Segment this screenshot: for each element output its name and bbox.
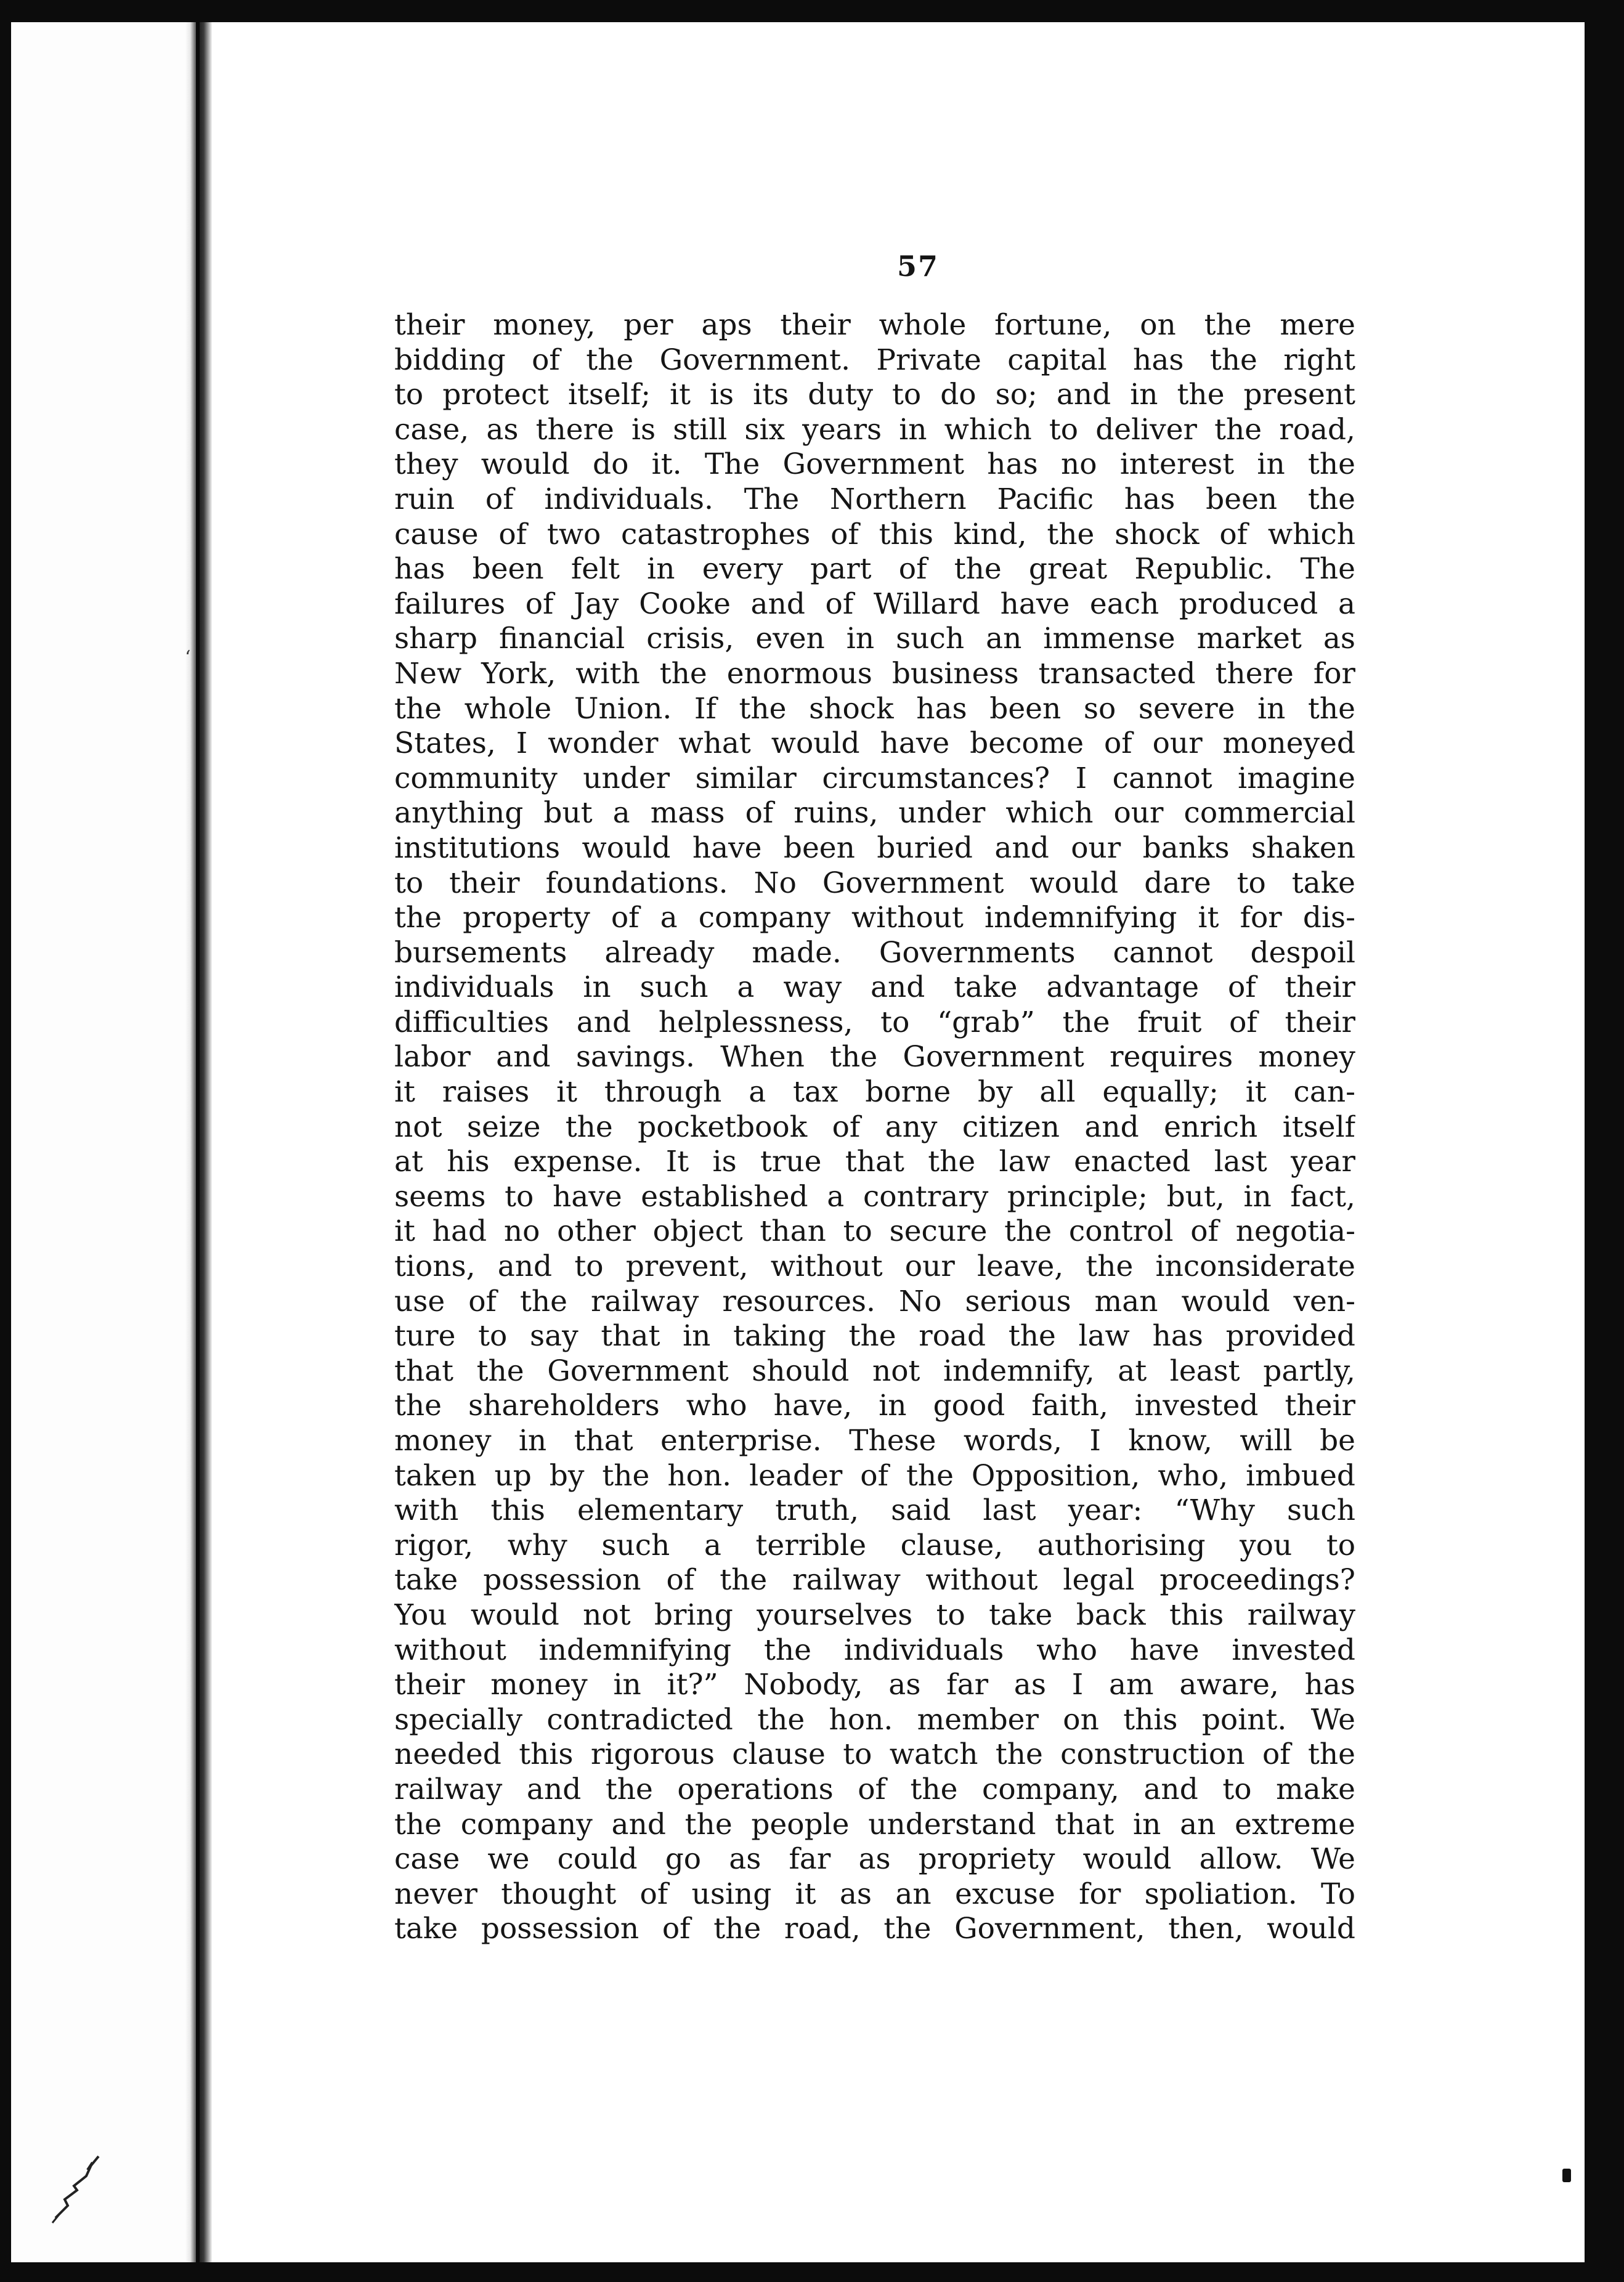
page-number: 57 xyxy=(896,250,939,283)
text-line: with this elementary truth, said last year: “Why such xyxy=(394,1493,1355,1528)
text-line: take possession of the road, the Government, then, would xyxy=(394,1912,1355,1946)
text-line: to protect itself; it is its duty to do so; and in the present xyxy=(394,378,1355,412)
body-text xyxy=(394,308,1355,1947)
text-line: railway and the operations of the company, and to make xyxy=(394,1772,1355,1806)
scan-border-left xyxy=(0,0,11,2282)
text-line: tions, and to prevent, without our leave, the inconsiderate xyxy=(394,1249,1355,1284)
text-line: You would not bring yourselves to take back this railway xyxy=(394,1598,1355,1632)
text-line: at his expense. It is true that the law enacted last year xyxy=(394,1145,1355,1179)
text-line: taken up by the hon. leader of the Opposition, who, imbued xyxy=(394,1458,1355,1493)
text-line: sharp financial crisis, even in such an immense market as xyxy=(394,622,1355,656)
scan-border-right xyxy=(1585,0,1624,2282)
text-line: that the Government should not indemnify, at least partly, xyxy=(394,1354,1355,1388)
text-line: without indemnifying the individuals who have invested xyxy=(394,1633,1355,1667)
text-line: case we could go as far as propriety would allow. We xyxy=(394,1842,1355,1877)
text-line: the shareholders who have, in good faith, invested their xyxy=(394,1389,1355,1423)
text-line: has been felt in every part of the great Republic. The xyxy=(394,552,1355,587)
text-line: bidding of the Government. Private capital has the right xyxy=(394,343,1355,377)
text-line: community under similar circumstances? I cannot imagine xyxy=(394,761,1355,795)
margin-scribble xyxy=(49,2138,123,2224)
text-line: States, I wonder what would have become of our moneyed xyxy=(394,726,1355,761)
text-line: their money, per aps their whole fortune, on the mere xyxy=(394,308,1355,342)
text-line: New York, with the enormous business transacted there for xyxy=(394,656,1355,691)
gutter-line xyxy=(196,22,200,2262)
text-line: not seize the pocketbook of any citizen and enrich itself xyxy=(394,1110,1355,1144)
text-line: it had no other object than to secure the control of negotia- xyxy=(394,1214,1355,1249)
text-line: ruin of individuals. The Northern Pacific has been the xyxy=(394,482,1355,516)
scan-border-bottom xyxy=(0,2262,1624,2282)
text-line: labor and savings. When the Government requires money xyxy=(394,1040,1355,1074)
scan-border-top xyxy=(0,0,1624,22)
text-line: difficulties and helplessness, to “grab” the fruit of their xyxy=(394,1005,1355,1039)
text-line: specially contradicted the hon. member on this point. We xyxy=(394,1702,1355,1737)
text-line: individuals in such a way and take advantage of their xyxy=(394,970,1355,1005)
text-line: bursements already made. Governments cannot despoil xyxy=(394,935,1355,970)
text-line: needed this rigorous clause to watch the construction of the xyxy=(394,1737,1355,1772)
text-line: case, as there is still six years in which to deliver the road, xyxy=(394,412,1355,447)
text-line: the whole Union. If the shock has been so severe in the xyxy=(394,691,1355,726)
text-line: their money in it?” Nobody, as far as I am aware, has xyxy=(394,1668,1355,1702)
text-line: it raises it through a tax borne by all equally; it can- xyxy=(394,1075,1355,1110)
text-line: take possession of the railway without legal proceedings? xyxy=(394,1563,1355,1598)
margin-mark xyxy=(1562,2169,1571,2182)
text-line: money in that enterprise. These words, I know, will be xyxy=(394,1424,1355,1458)
text-line: failures of Jay Cooke and of Willard have each produced a xyxy=(394,587,1355,621)
text-line: use of the railway resources. No serious man would ven- xyxy=(394,1284,1355,1318)
text-line: seems to have established a contrary principle; but, in fact, xyxy=(394,1179,1355,1214)
text-line: the property of a company without indemnifying it for dis- xyxy=(394,901,1355,935)
text-line: ture to say that in taking the road the law has provided xyxy=(394,1319,1355,1354)
page-edge-tick: ‘ xyxy=(185,647,191,668)
text-line: rigor, why such a terrible clause, authorising you to xyxy=(394,1528,1355,1562)
text-line: they would do it. The Government has no interest in the xyxy=(394,447,1355,482)
text-line: institutions would have been buried and our banks shaken xyxy=(394,830,1355,865)
text-line: anything but a mass of ruins, under which our commercial xyxy=(394,796,1355,830)
text-line: to their foundations. No Government would dare to take xyxy=(394,866,1355,900)
facing-page-left xyxy=(11,22,185,2262)
text-line: never thought of using it as an excuse for spoliation. To xyxy=(394,1877,1355,1911)
text-line: cause of two catastrophes of this kind, the shock of which xyxy=(394,517,1355,551)
text-line: the company and the people understand that in an extreme xyxy=(394,1807,1355,1841)
